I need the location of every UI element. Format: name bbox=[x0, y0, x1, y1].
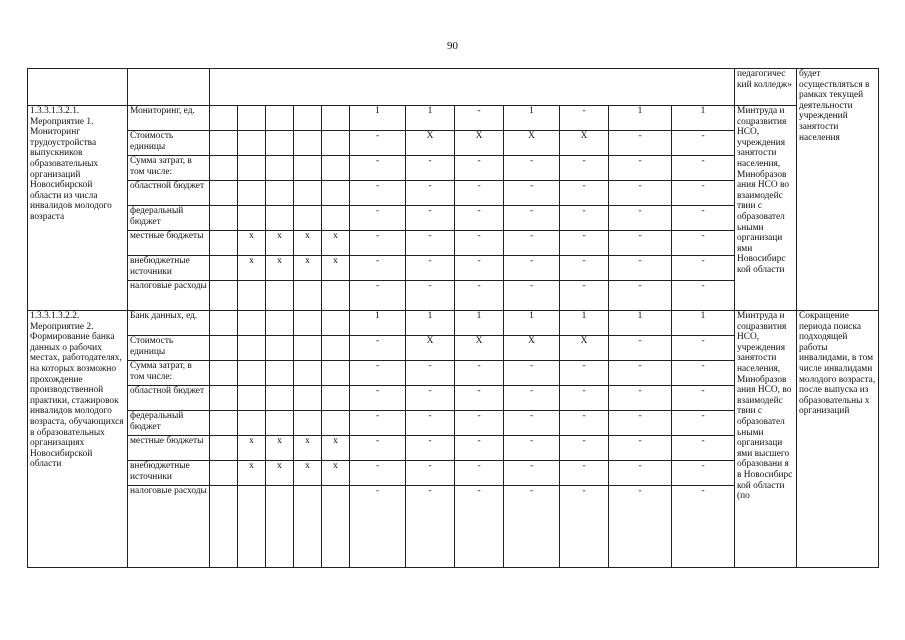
value-cell: - bbox=[672, 206, 735, 231]
value-cell: 1 bbox=[406, 106, 455, 131]
mark-cell bbox=[266, 361, 294, 386]
value-cell: - bbox=[406, 386, 455, 411]
mark-cell bbox=[238, 486, 266, 568]
value-cell: 1 bbox=[350, 106, 406, 131]
mark-cell bbox=[238, 156, 266, 181]
value-cell: - bbox=[350, 181, 406, 206]
value-cell: - bbox=[406, 281, 455, 311]
value-cell: 1 bbox=[672, 311, 735, 336]
indicator-label: налоговые расходы bbox=[128, 281, 210, 311]
value-cell: - bbox=[609, 206, 672, 231]
value-cell: - bbox=[455, 181, 504, 206]
value-cell: - bbox=[350, 436, 406, 461]
value-cell: - bbox=[609, 336, 672, 361]
value-cell bbox=[210, 156, 238, 181]
value-cell bbox=[210, 411, 238, 436]
value-cell: - bbox=[560, 411, 609, 436]
indicator-label: местные бюджеты bbox=[128, 436, 210, 461]
result-cell: Сокращение периода поиска подходящей работы инвалидами, в том числе инвалидами молодого возраста, после выпуска из образовательны х организаций bbox=[797, 311, 879, 568]
mark-cell: х bbox=[266, 231, 294, 256]
mark-cell bbox=[266, 336, 294, 361]
indicator-label: налоговые расходы bbox=[128, 486, 210, 568]
value-cell: - bbox=[455, 436, 504, 461]
mark-cell bbox=[294, 206, 322, 231]
indicator-label: Стоимость единицы bbox=[128, 336, 210, 361]
value-cell: - bbox=[672, 486, 735, 568]
page-number: 90 bbox=[447, 40, 458, 52]
value-cell: - bbox=[672, 461, 735, 486]
value-cell: - bbox=[406, 361, 455, 386]
value-cell: - bbox=[406, 256, 455, 281]
mark-cell: х bbox=[238, 436, 266, 461]
value-cell: Х bbox=[406, 336, 455, 361]
value-cell: 1 bbox=[406, 311, 455, 336]
value-cell: - bbox=[609, 486, 672, 568]
mark-cell bbox=[322, 386, 350, 411]
continuation-label-cell bbox=[128, 69, 210, 106]
value-cell: - bbox=[406, 461, 455, 486]
value-cell: - bbox=[350, 256, 406, 281]
value-cell: - bbox=[455, 411, 504, 436]
value-cell: - bbox=[406, 486, 455, 568]
value-cell: - bbox=[504, 206, 560, 231]
value-cell bbox=[210, 281, 238, 311]
value-cell: - bbox=[672, 231, 735, 256]
mark-cell bbox=[294, 131, 322, 156]
mark-cell bbox=[238, 181, 266, 206]
value-cell: - bbox=[672, 411, 735, 436]
mark-cell bbox=[238, 281, 266, 311]
indicator-label: Сумма затрат, в том числе: bbox=[128, 156, 210, 181]
value-cell: - bbox=[609, 361, 672, 386]
value-cell: - bbox=[560, 206, 609, 231]
value-cell: - bbox=[609, 436, 672, 461]
value-cell: - bbox=[504, 181, 560, 206]
value-cell: 1 bbox=[504, 106, 560, 131]
mark-cell: х bbox=[322, 436, 350, 461]
value-cell: - bbox=[609, 256, 672, 281]
mark-cell bbox=[266, 156, 294, 181]
value-cell: - bbox=[455, 386, 504, 411]
mark-cell bbox=[322, 156, 350, 181]
mark-cell: х bbox=[294, 461, 322, 486]
value-cell bbox=[210, 256, 238, 281]
value-cell: - bbox=[350, 231, 406, 256]
value-cell: - bbox=[350, 386, 406, 411]
mark-cell bbox=[238, 131, 266, 156]
value-cell bbox=[210, 361, 238, 386]
measure-name: 1.3.3.1.3.2.2. Мероприятие 2. Формирование банка данных о рабочих местах, работодателях, на которых возможно прохождение производственной практики, стажировок инвалидов молодого возраста, обучающихся в образовательных организациях Новосибирской области bbox=[28, 311, 128, 568]
mark-cell bbox=[238, 206, 266, 231]
value-cell: 1 bbox=[609, 311, 672, 336]
value-cell: Х bbox=[406, 131, 455, 156]
value-cell: Х bbox=[455, 336, 504, 361]
value-cell: - bbox=[609, 131, 672, 156]
mark-cell bbox=[322, 181, 350, 206]
mark-cell bbox=[266, 411, 294, 436]
mark-cell bbox=[322, 336, 350, 361]
value-cell bbox=[210, 386, 238, 411]
value-cell: - bbox=[560, 231, 609, 256]
mark-cell bbox=[294, 361, 322, 386]
mark-cell bbox=[294, 156, 322, 181]
mark-cell bbox=[238, 361, 266, 386]
mark-cell bbox=[266, 486, 294, 568]
indicator-label: местные бюджеты bbox=[128, 231, 210, 256]
value-cell: - bbox=[350, 486, 406, 568]
indicator-label: Мониторинг, ед. bbox=[128, 106, 210, 131]
value-cell: - bbox=[504, 156, 560, 181]
value-cell: - bbox=[504, 461, 560, 486]
mark-cell bbox=[322, 311, 350, 336]
value-cell: - bbox=[672, 336, 735, 361]
mark-cell bbox=[294, 486, 322, 568]
mark-cell: х bbox=[238, 231, 266, 256]
mark-cell bbox=[322, 206, 350, 231]
value-cell: - bbox=[672, 386, 735, 411]
mark-cell: х bbox=[322, 256, 350, 281]
value-cell: - bbox=[455, 256, 504, 281]
value-cell: - bbox=[455, 361, 504, 386]
value-cell: - bbox=[672, 256, 735, 281]
value-cell: - bbox=[455, 461, 504, 486]
mark-cell bbox=[266, 106, 294, 131]
value-cell: - bbox=[609, 156, 672, 181]
value-cell: - bbox=[350, 131, 406, 156]
mark-cell bbox=[266, 131, 294, 156]
value-cell: - bbox=[504, 231, 560, 256]
mark-cell bbox=[294, 311, 322, 336]
indicator-label: Сумма затрат, в том числе: bbox=[128, 361, 210, 386]
continuation-row bbox=[28, 69, 879, 106]
value-cell: - bbox=[560, 106, 609, 131]
value-cell: 1 bbox=[560, 311, 609, 336]
value-cell: - bbox=[560, 156, 609, 181]
value-cell bbox=[210, 486, 238, 568]
value-cell: - bbox=[672, 131, 735, 156]
value-cell: - bbox=[609, 461, 672, 486]
mark-cell bbox=[294, 181, 322, 206]
value-cell: - bbox=[406, 436, 455, 461]
value-cell: - bbox=[560, 436, 609, 461]
value-cell: - bbox=[350, 156, 406, 181]
value-cell: - bbox=[609, 181, 672, 206]
mark-cell bbox=[238, 386, 266, 411]
mark-cell bbox=[266, 206, 294, 231]
mark-cell bbox=[294, 106, 322, 131]
value-cell: - bbox=[350, 461, 406, 486]
value-cell: - bbox=[672, 361, 735, 386]
value-cell: - bbox=[560, 361, 609, 386]
mark-cell bbox=[322, 281, 350, 311]
mark-cell: х bbox=[294, 256, 322, 281]
value-cell: - bbox=[504, 486, 560, 568]
value-cell: 1 bbox=[672, 106, 735, 131]
mark-cell bbox=[322, 361, 350, 386]
value-cell: - bbox=[455, 206, 504, 231]
value-cell: - bbox=[350, 336, 406, 361]
mark-cell: х bbox=[238, 461, 266, 486]
value-cell: - bbox=[455, 486, 504, 568]
value-cell: - bbox=[609, 231, 672, 256]
continuation-result: будет осуществляться в рамках текущей деятельности учреждений занятости населения bbox=[797, 69, 879, 311]
mark-cell bbox=[238, 411, 266, 436]
mark-cell bbox=[238, 336, 266, 361]
value-cell: - bbox=[504, 256, 560, 281]
continuation-executors: педагогичес кий колледж» bbox=[735, 69, 797, 106]
executors-cell: Минтруда и соцразвития НСО, учреждения занятости населения, Минобразов ания НСО во взаимодейс твии с образовател ьными организаци ями Новосибирс кой области bbox=[735, 106, 797, 311]
value-cell: 1 bbox=[609, 106, 672, 131]
indicator-label: внебюджетные источники bbox=[128, 256, 210, 281]
value-cell: 1 bbox=[504, 311, 560, 336]
mark-cell bbox=[322, 106, 350, 131]
mark-cell bbox=[266, 181, 294, 206]
value-cell: Х bbox=[560, 131, 609, 156]
mark-cell bbox=[322, 486, 350, 568]
mark-cell bbox=[322, 411, 350, 436]
value-cell: - bbox=[504, 361, 560, 386]
value-cell: - bbox=[504, 411, 560, 436]
value-cell: - bbox=[560, 256, 609, 281]
continuation-name-cell bbox=[28, 69, 128, 106]
indicator-label: внебюджетные источники bbox=[128, 461, 210, 486]
program-table bbox=[27, 68, 879, 568]
value-cell: - bbox=[560, 486, 609, 568]
value-cell: - bbox=[406, 231, 455, 256]
mark-cell: х bbox=[266, 436, 294, 461]
value-cell: - bbox=[504, 436, 560, 461]
mark-cell: х bbox=[266, 256, 294, 281]
mark-cell: х bbox=[322, 461, 350, 486]
value-cell: - bbox=[609, 281, 672, 311]
indicator-label: Стоимость единицы bbox=[128, 131, 210, 156]
mark-cell bbox=[238, 311, 266, 336]
value-cell bbox=[210, 131, 238, 156]
value-cell: - bbox=[672, 156, 735, 181]
mark-cell bbox=[322, 131, 350, 156]
value-cell bbox=[210, 231, 238, 256]
executors-cell: Минтруда и соцразвития НСО, учреждения занятости населения, Минобразов ания НСО, во взаимодейс твии с образовател ьными организаци ями высшего образовани я в Новосибирс кой области (по bbox=[735, 311, 797, 568]
value-cell: - bbox=[672, 181, 735, 206]
value-cell: - bbox=[560, 386, 609, 411]
value-cell bbox=[210, 336, 238, 361]
value-cell: - bbox=[406, 206, 455, 231]
value-cell: - bbox=[406, 156, 455, 181]
value-cell: - bbox=[406, 411, 455, 436]
value-cell: - bbox=[560, 461, 609, 486]
mark-cell: х bbox=[294, 231, 322, 256]
value-cell: - bbox=[504, 281, 560, 311]
mark-cell bbox=[294, 336, 322, 361]
value-cell: - bbox=[672, 436, 735, 461]
indicator-label: федеральный бюджет bbox=[128, 411, 210, 436]
table-row bbox=[28, 311, 879, 336]
mark-cell: х bbox=[294, 436, 322, 461]
value-cell: - bbox=[406, 181, 455, 206]
mark-cell bbox=[294, 386, 322, 411]
indicator-label: областной бюджет bbox=[128, 181, 210, 206]
value-cell: Х bbox=[504, 336, 560, 361]
value-cell: 1 bbox=[350, 311, 406, 336]
value-cell: - bbox=[609, 386, 672, 411]
value-cell: - bbox=[350, 361, 406, 386]
mark-cell bbox=[266, 386, 294, 411]
value-cell: Х bbox=[560, 336, 609, 361]
value-cell bbox=[210, 206, 238, 231]
table-row bbox=[28, 106, 879, 131]
value-cell: - bbox=[504, 386, 560, 411]
measure-name: 1.3.3.1.3.2.1. Мероприятие 1. Мониторинг трудоустройства выпускников образовательных организаций Новосибирской области из числа инвалидов молодого возраста bbox=[28, 106, 128, 311]
mark-cell bbox=[266, 311, 294, 336]
value-cell: - bbox=[455, 231, 504, 256]
value-cell: Х bbox=[455, 131, 504, 156]
value-cell: - bbox=[560, 281, 609, 311]
indicator-label: федеральный бюджет bbox=[128, 206, 210, 231]
value-cell: - bbox=[609, 411, 672, 436]
value-cell bbox=[210, 311, 238, 336]
mark-cell bbox=[266, 281, 294, 311]
value-cell: - bbox=[455, 156, 504, 181]
indicator-label: областной бюджет bbox=[128, 386, 210, 411]
value-cell: - bbox=[350, 206, 406, 231]
mark-cell: х bbox=[266, 461, 294, 486]
indicator-label: Банк данных, ед. bbox=[128, 311, 210, 336]
mark-cell: х bbox=[238, 256, 266, 281]
continuation-values-cell bbox=[210, 69, 735, 106]
value-cell bbox=[210, 106, 238, 131]
mark-cell bbox=[238, 106, 266, 131]
mark-cell bbox=[294, 411, 322, 436]
value-cell: - bbox=[455, 106, 504, 131]
mark-cell: х bbox=[322, 231, 350, 256]
value-cell: - bbox=[560, 181, 609, 206]
mark-cell bbox=[294, 281, 322, 311]
value-cell bbox=[210, 436, 238, 461]
value-cell: - bbox=[350, 411, 406, 436]
value-cell: - bbox=[455, 281, 504, 311]
value-cell: Х bbox=[504, 131, 560, 156]
value-cell: - bbox=[350, 281, 406, 311]
value-cell bbox=[210, 181, 238, 206]
value-cell: - bbox=[672, 281, 735, 311]
value-cell: 1 bbox=[455, 311, 504, 336]
value-cell bbox=[210, 461, 238, 486]
